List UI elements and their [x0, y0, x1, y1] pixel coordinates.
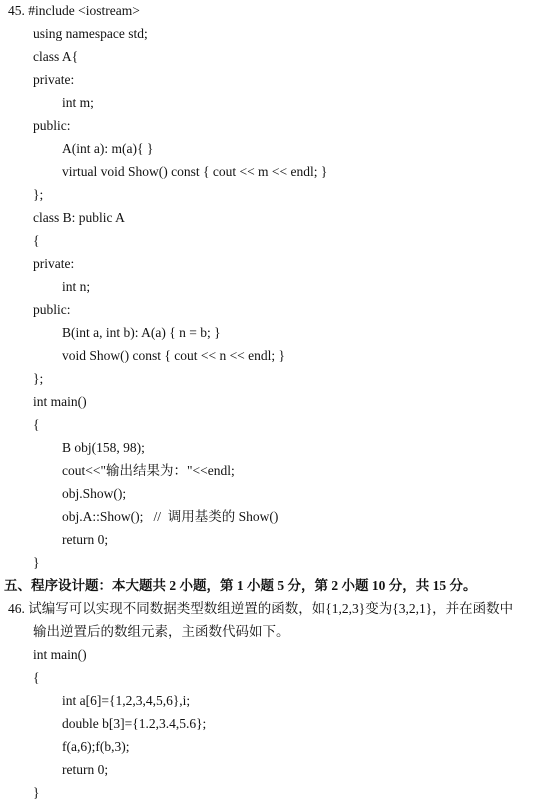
q46-code-line-3: int a[6]={1,2,3,4,5,6},i;: [62, 693, 191, 708]
q46-prompt-line-2: 输出逆置后的数组元素，主函数代码如下。: [33, 624, 290, 639]
q45-line-22: obj.Show();: [62, 486, 127, 501]
q46-code-line-5: f(a,6);f(b,3);: [62, 739, 130, 754]
q45-line-18: int main(): [33, 394, 87, 409]
q45-line-7: A(int a): m(a){ }: [62, 141, 154, 156]
section-heading: 五、程序设计题：本大题共 2 小题，第 1 小题 5 分，第 2 小题 10 分，共 15 分。: [4, 578, 477, 593]
q45-line-11: {: [33, 233, 40, 248]
q45-line-3: class A{: [33, 49, 79, 64]
q45-line-21: cout<<"输出结果为："<<endl;: [62, 463, 235, 478]
q46-code-line-7: }: [33, 785, 40, 800]
q45-line-24: return 0;: [62, 532, 109, 547]
q45-line-5: int m;: [62, 95, 94, 110]
q45-line-19: {: [33, 417, 40, 432]
q46-code-line-2: {: [33, 670, 40, 685]
q46-code-line-6: return 0;: [62, 762, 109, 777]
q45-line-10: class B: public A: [33, 210, 125, 225]
q45-line-23: obj.A::Show(); // 调用基类的 Show(): [62, 509, 279, 524]
q45-line-9: };: [33, 187, 44, 202]
q45-line-4: private:: [33, 72, 75, 87]
q46-code-line-1: int main(): [33, 647, 87, 662]
q45-line-14: public:: [33, 302, 71, 317]
q45-line-2: using namespace std;: [33, 26, 148, 41]
q45-line-13: int n;: [62, 279, 91, 294]
q45-line-25: }: [33, 555, 40, 570]
q45-line-16: void Show() const { cout << n << endl; }: [62, 348, 286, 363]
q46-code-line-4: double b[3]={1.2,3.4,5.6};: [62, 716, 207, 731]
q45-line-8: virtual void Show() const { cout << m << endl; }: [62, 164, 328, 179]
q45-line-17: };: [33, 371, 44, 386]
q45-line-6: public:: [33, 118, 71, 133]
q45-line-20: B obj(158, 98);: [62, 440, 145, 455]
q45-line-12: private:: [33, 256, 75, 271]
q46-prompt-line-1: 46. 试编写可以实现不同数据类型数组逆置的函数，如{1,2,3}变为{3,2,1}，并在函数中: [8, 601, 514, 616]
q45-line-1: 45. #include <iostream>: [8, 3, 140, 18]
q45-line-15: B(int a, int b): A(a) { n = b; }: [62, 325, 221, 340]
